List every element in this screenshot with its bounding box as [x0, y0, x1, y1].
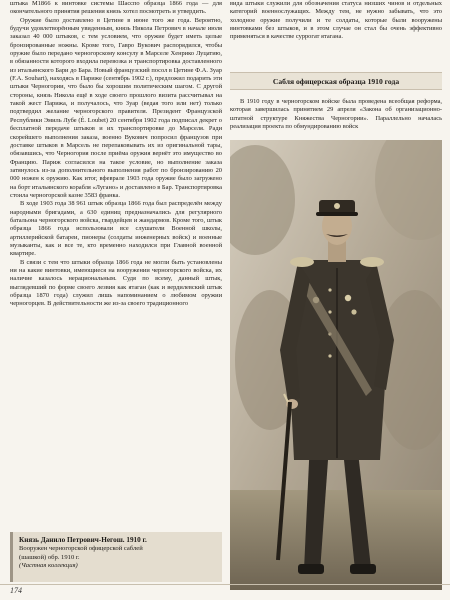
paragraph: В ходе 1903 года 38 961 штык образца 1866 года был распределён между народными бригадами, а 630 единиц предназначались для регулярного батальона черногорского войска, гвардейцев и жандармов. Кроме того, штык образца 1866 года использовали все слушатели Военной школы, артиллерийской батареи, пионеры (солдаты инженерных войск) и военные музыканты, как и все те, кто временно находился при Главной военной квартире.	[10, 200, 222, 258]
footer-divider	[0, 584, 450, 585]
caption-line: Вооружен черногорской офицерской саблей	[19, 545, 143, 553]
paragraph: В связи с тем что штыки образца 1866 года не могли быть установлены ни на какие винтовки, имеющиеся на вооружении черногорского войска, их наличие казалось нерациональным. Судя по всему, данный штык, выглядевший по форме своего лезвия как ятаган (как и вердилевский штык образца 1870 года) служил лишь напоминанием о любимом оружии черногорцев. В действительности же из-за своего традиционного	[10, 258, 222, 308]
page-number: 174	[10, 586, 22, 595]
photo-caption	[10, 532, 222, 582]
right-text-column-top	[230, 0, 442, 42]
left-text-column	[10, 0, 222, 309]
paragraph: штыка М1866 к винтовке системы Шасспо образца 1866 года — для окончательного принятия решения князь хотел посмотреть и утвердить.	[10, 0, 222, 16]
paragraph: Оружие было доставлено в Цетине в июне того же года. Вероятно, будучи удовлетворённым увиденным, князь Никола Петрович в начале июля заказал 40 000 штыков, с тем условием, что оружие будет иметь целые бронзированные ножны. Кроме того, Гаврo Вукович распорядился, чтобы оружие было передано черногорскому консулу в Марселе Хенрико Луцатию, в обязанности которого входила перевозка и транспортировка доставленного из итальянского Бари до Бара. Новый французский посол в Цетине Ф.А. Зуар (F.A. Souhart), находясь в Париже (сентябрь 1902 г.), предложил подарить эти штыки Черногории, что было бы хорошим политическим шагом. С другой стороны, князь Никола ещё в ходе своего прошлого визита рассчитывал на такой жест Парижа, и получалось, что Зуар (ведая того или нет) только подтвердил желание черногорского правителя. Президент Французской Республики Эмиль Лубе (É. Loubet) 20 сентября 1902 года подписал декрет о бесплатной передаче штыков и их транспортировке до Марселя. Ради скорейшего выполнения заказа, военно Вукович попросил французов при доставке штыков в Марсель не перепаковывать их из оригинальной тары, обязавшись, что Черногория после приёма оружия вернёт это имущество во Францию. Париж согласился на такое условие, но выполнение заказа затянулось из-за дополнительного выполнения работ по бронзированию 20 000 ножен к оружию. Как итог, вфеврале 1903 года оружие было загружено на борт итальянского корабля «Лугано» и доставлено в Бар. Транспортировка стоила черногорской казне 3583 франка.	[10, 16, 222, 199]
paragraph: вида штыки служили для обозначения статуса низших чинов и отдельных категорий военнослужащих. Между тем, не нужно забывать, что это холодное оружие получили и те солдаты, которые были вооружены винтовками без штыков, и в этом случае он стал бы очень эффективно применяться в качестве суррогат ятагана.	[230, 0, 442, 41]
section-heading: Сабля офицерская образца 1910 года	[230, 72, 442, 90]
caption-note: (Частная коллекция)	[19, 562, 78, 570]
paragraph: В 1910 году в черногорском войске была проведена всеобщая реформа, которая завершилась принятием 29 апреля «Закона об организационно-штатной структуре Княжества Черногории». Параллельно началась реализация проекта по обмундированию войск	[230, 98, 442, 131]
portrait-photo-figure	[230, 140, 442, 590]
right-text-column-bottom	[230, 98, 442, 131]
caption-title: Князь Данило Петрович-Негош. 1910 г.	[19, 536, 147, 544]
historical-photo	[230, 140, 442, 590]
caption-line: (шашкой) обр. 1910 г.	[19, 553, 80, 561]
